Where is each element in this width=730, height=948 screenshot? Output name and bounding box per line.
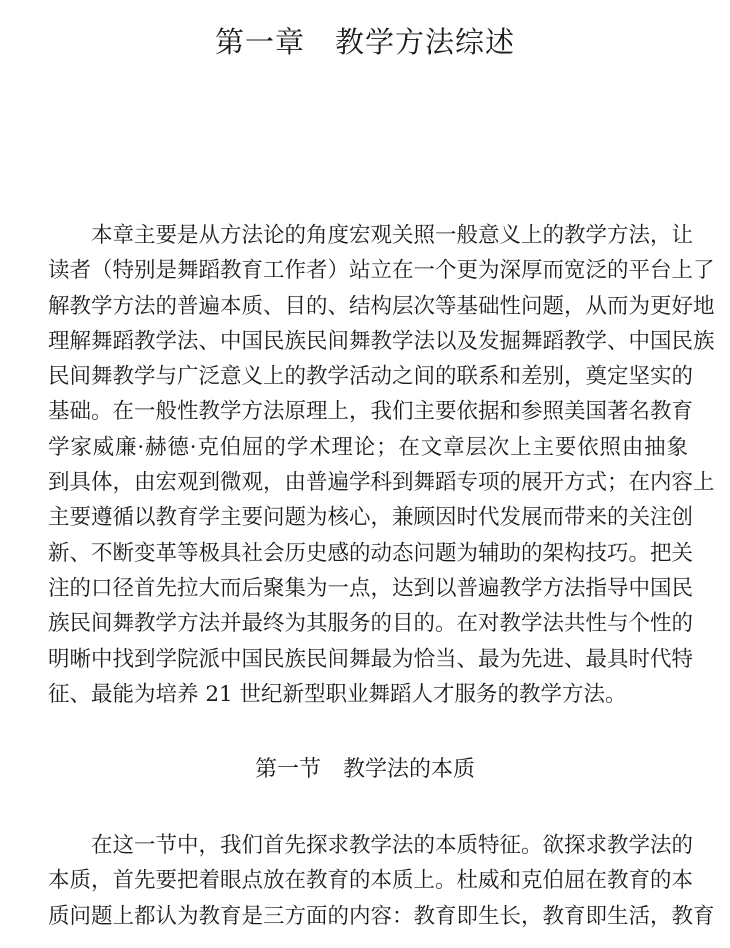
text-line: 学家威廉·赫德·克伯屈的学术理论；在文章层次上主要依照由抽象 [48,434,688,460]
text-line: 在这一节中，我们首先探求教学法的本质特征。欲探求教学法的 [91,833,694,858]
text-line: 理解舞蹈教学法、中国民族民间舞教学法以及发掘舞蹈教学、中国民族 [48,328,715,354]
text-line: 新、不断变革等极具社会历史感的动态问题为辅助的架构技巧。把关 [48,540,694,566]
text-line: 注的口径首先拉大而后聚集为一点，达到以普遍教学方法指导中国民 [48,575,694,601]
text-line: 读者（特别是舞蹈教育工作者）站立在一个更为深厚而宽泛的平台上了 [48,258,715,284]
text-line: 征、最能为培养 21 世纪新型职业舞蹈人才服务的教学方法。 [48,681,627,707]
text-line: 本质，首先要把着眼点放在教育的本质上。杜威和克伯屈在教育的本 [48,868,694,894]
text-line: 主要遵循以教育学主要问题为核心，兼顾因时代发展而带来的关注创 [48,505,694,531]
text-line: 明晰中找到学院派中国民族民间舞最为恰当、最为先进、最具时代特 [48,646,694,672]
chapter-title: 第一章 教学方法综述 [214,25,515,59]
text-line: 质问题上都认为教育是三方面的内容：教育即生长，教育即生活，教育 [48,903,715,929]
text-line: 本章主要是从方法论的角度宏观关照一般意义上的教学方法，让 [91,223,694,248]
text-line: 基础。在一般性教学方法原理上，我们主要依据和参照美国著名教育 [48,399,694,425]
paragraph-intro [48,218,715,712]
section-title: 第一节 教学法的本质 [254,757,475,782]
text-line: 民间舞教学与广泛意义上的教学活动之间的联系和差别，奠定坚实的 [48,364,694,390]
paragraph-section-1 [48,828,715,934]
text-line: 到具体，由宏观到微观，由普遍学科到舞蹈专项的展开方式；在内容上 [48,470,715,496]
text-line: 解教学方法的普遍本质、目的、结构层次等基础性问题，从而为更好地 [48,293,715,319]
text-line: 族民间舞教学方法并最终为其服务的目的。在对教学法共性与个性的 [48,611,694,637]
